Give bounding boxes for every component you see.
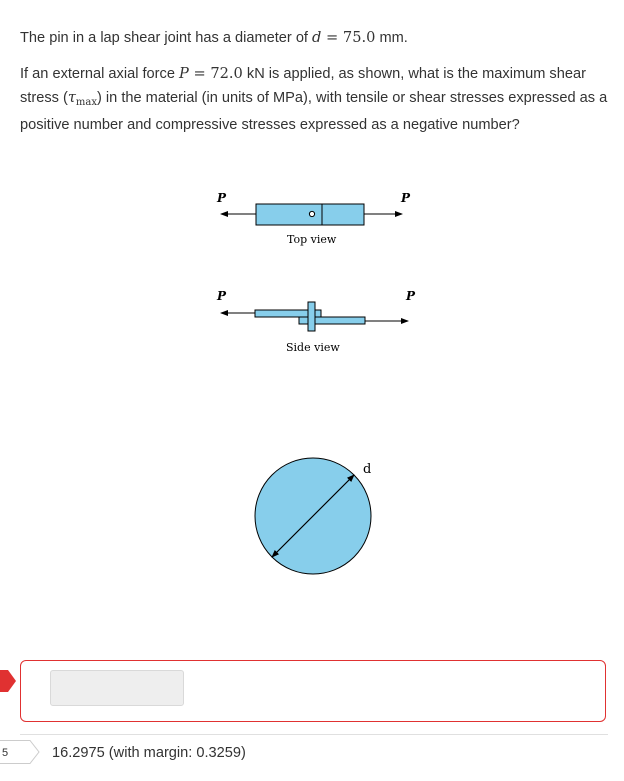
side-right-force-label: P xyxy=(406,289,416,303)
answer-box xyxy=(20,660,606,722)
pin-cross-section xyxy=(255,458,371,574)
top-view-label: Top view xyxy=(287,233,337,246)
side-view-diagram xyxy=(216,289,416,354)
side-left-force-label: P xyxy=(217,289,227,303)
step-number: 5 xyxy=(2,747,9,759)
correct-answer-text: 16.2975 (with margin: 0.3259) xyxy=(52,745,246,761)
top-view-diagram xyxy=(216,191,411,246)
question-line-force: If an external axial force P = 72.0 kN is applied, as shown, what is the maximum shear stress $(\tau_{max})$ in the material (in units of MPa), with tensile or shear stresses expressed as a positive number and compressive stresses expressed as a negative number? xyxy=(20,65,608,133)
top-left-force-label: P xyxy=(217,191,227,205)
side-view-pin xyxy=(308,302,315,331)
top-view-pin xyxy=(309,211,314,216)
divider xyxy=(20,734,608,735)
incorrect-marker-icon xyxy=(0,670,16,692)
answer-input[interactable] xyxy=(50,670,184,706)
top-right-force-label: P xyxy=(401,191,411,205)
question-line-diameter: The pin in a lap shear joint has a diameter of d = 75.0 mm. xyxy=(20,29,408,46)
diameter-label: d xyxy=(363,462,372,477)
step-chevron-icon xyxy=(0,740,40,764)
side-view-label: Side view xyxy=(286,341,340,354)
